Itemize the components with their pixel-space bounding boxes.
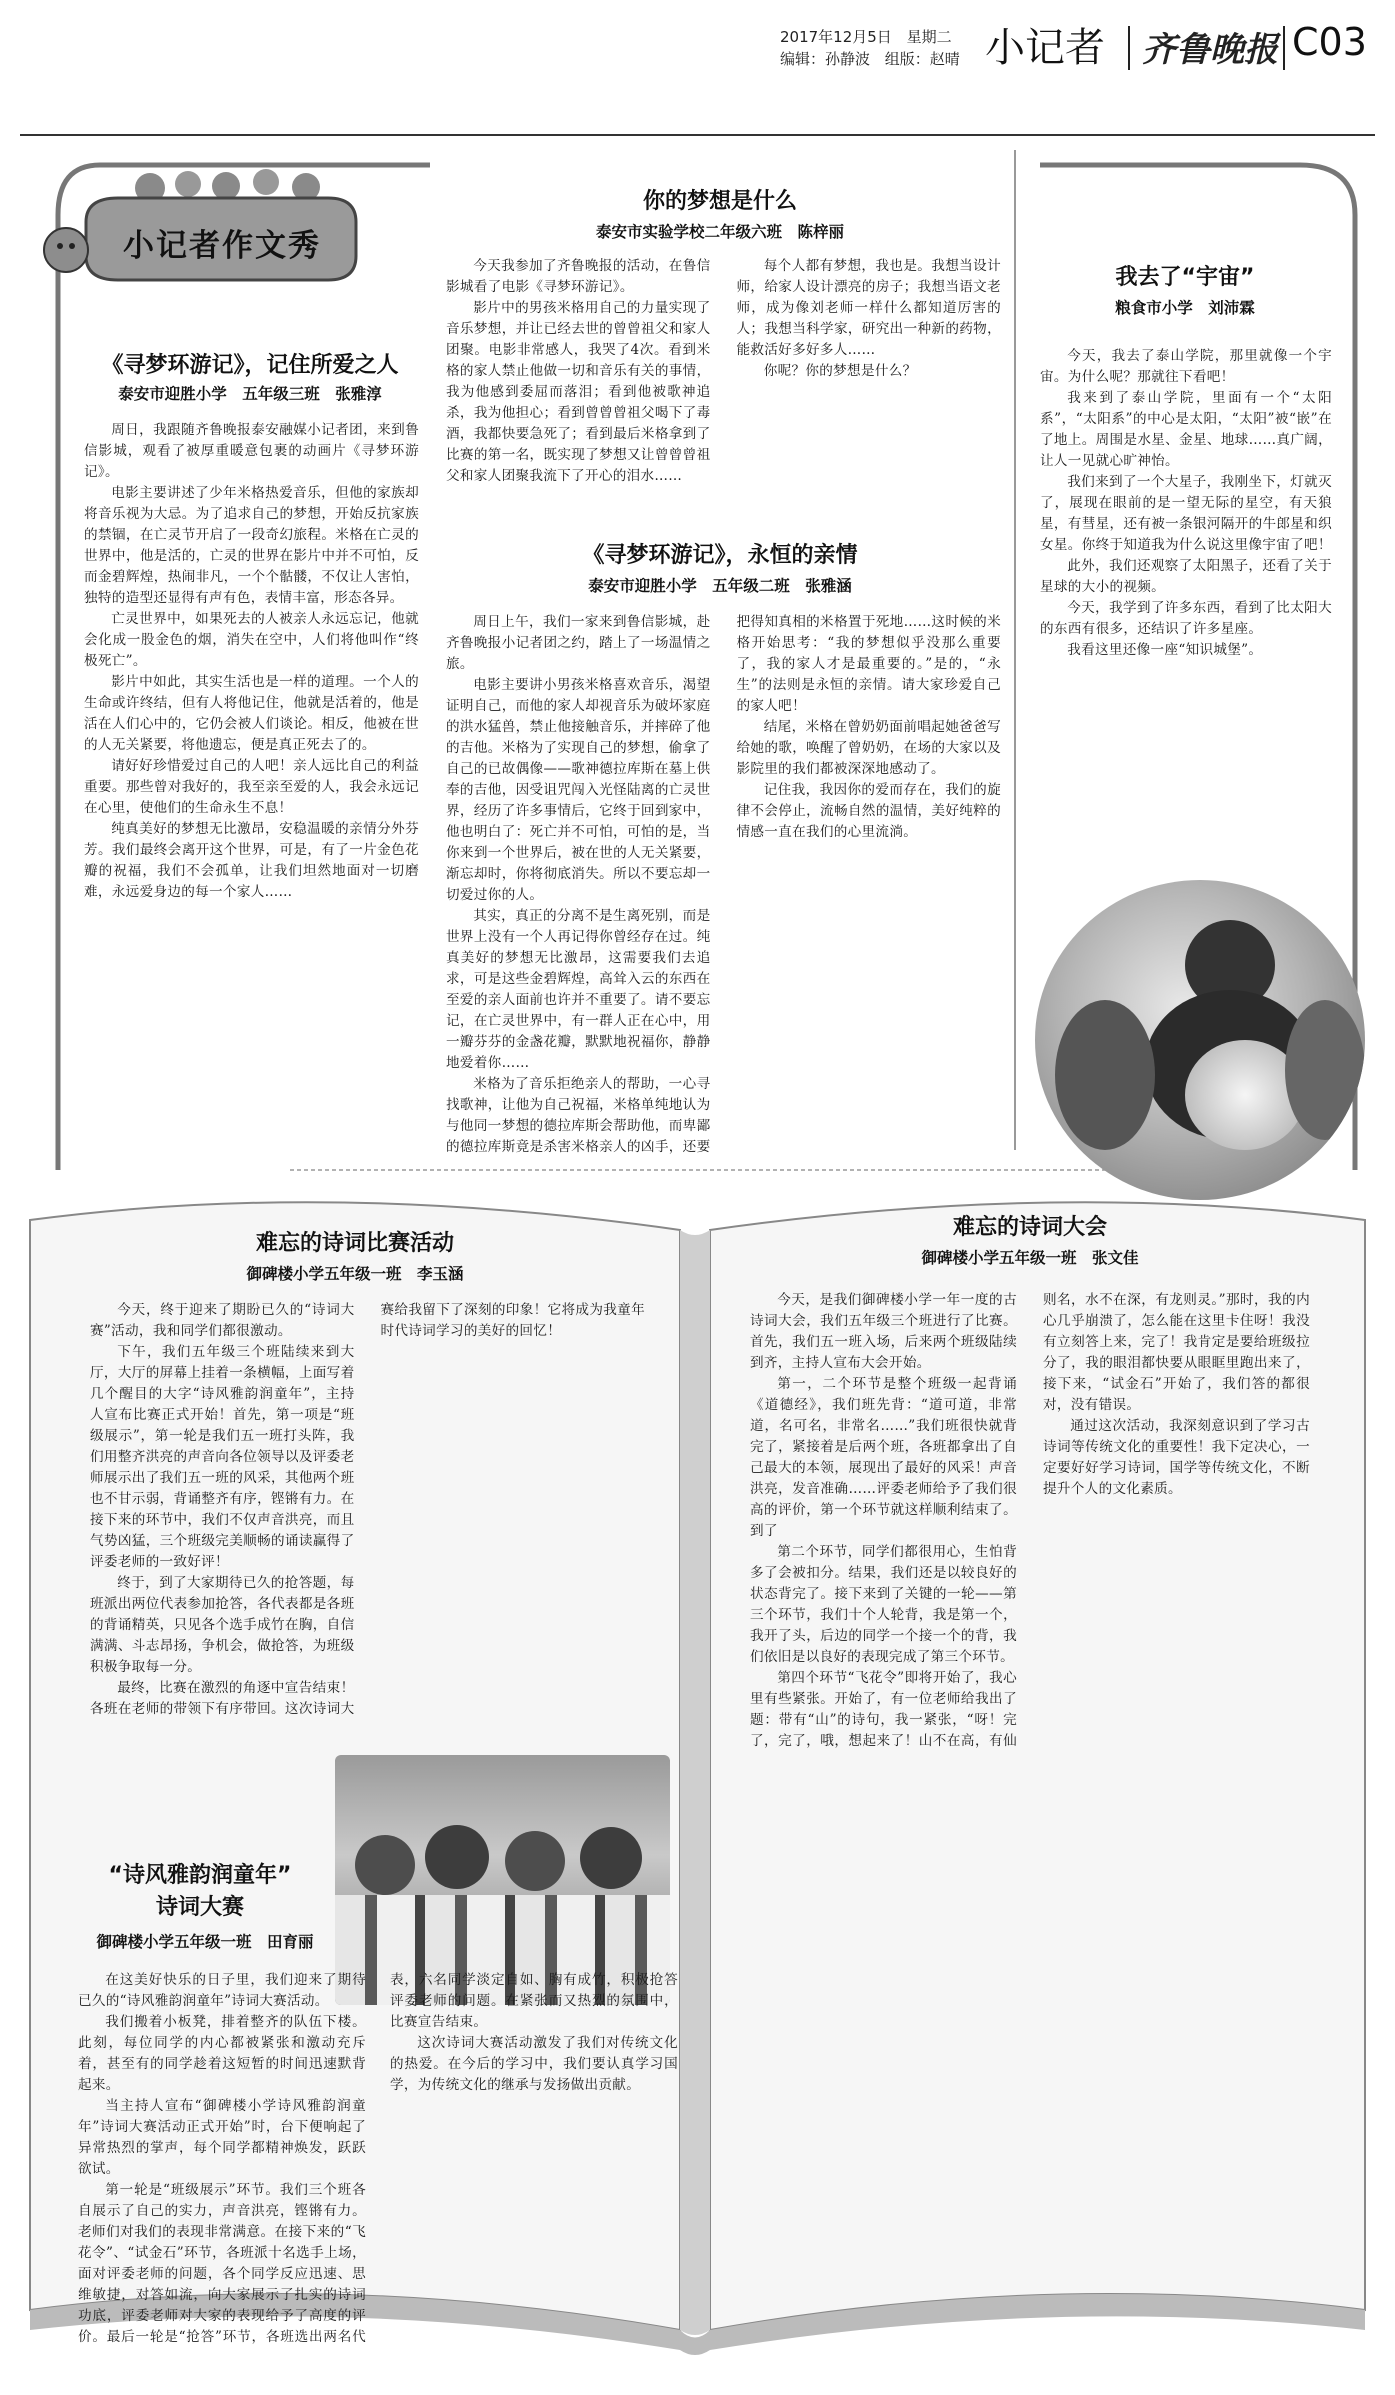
page-code: C03 [1292,20,1367,64]
photo-figure [580,1827,642,1889]
paragraph: 我来到了泰山学院，里面有一个“太阳系”，“太阳系”的中心是太阳，“太阳”被“嵌”在了地上。周围是水星、金星、地球……真广阔，让人一见就心旷神怡。 [1040,390,1332,469]
article-4-title: 我去了“宇宙” [1115,265,1255,290]
paragraph: 这次诗词大赛活动激发了我们对传统文化的热爱。在今后的学习中，我们要认真学习国学，为传统文化的继承与发扬做出贡献。 [390,2035,678,2093]
article-5-byline: 御碑楼小学五年级一班 李玉涵 [246,1265,464,1283]
paragraph: 我看这里还像一座“知识城堡”。 [1067,642,1263,658]
photo-figure [425,1825,489,1889]
paragraph: 结尾，米格在曾奶奶面前唱起她爸爸写给她的歌，唤醒了曾奶奶，在场的大家以及影院里的我们都被深深地感动了。 [736,719,1001,777]
paragraph: 此外，我们还观察了太阳黑子，还看了关于星球的大小的视频。 [1040,558,1332,595]
paragraph: 周日上午，我们一家来到鲁信影城，赴齐鲁晚报小记者团之约，踏上了一场温情之旅。 [446,614,711,672]
article-6-byline: 御碑楼小学五年级一班 张文佳 [921,1249,1139,1267]
editor-credit: 编辑：孙静波 [780,50,871,68]
column-banner [38,160,358,286]
paragraph: 其实，真正的分离不是生离死别，而是世界上没有一个人再记得你曾经存在过。纯真美好的梦想无比激昂，这需要我们去追求，可是这些金碧辉煌，高耸入云的东西在至爱的亲人面前也许并不重要了。请不要忘记，在亡灵世界中，有一群人正在心中，用一瓣芬芬的金盏花瓣，默默地祝福你，静静地爱着你…… [446,908,711,1071]
article-2-byline: 泰安市实验学校二年级六班 陈梓丽 [595,223,844,241]
paragraph: 今天，终于迎来了期盼已久的“诗词大赛”活动，我和同学们都很激动。 [90,1302,355,1339]
article-2-body [446,256,1001,514]
photo-figure [505,1831,565,1891]
article-3-byline: 泰安市迎胜小学 五年级二班 张雅涵 [588,577,852,595]
article-1-title: 《寻梦环游记》，记住所爱之人 [101,353,399,378]
paragraph: 影片中的男孩米格用自己的力量实现了音乐梦想，并让已经去世的曾曾祖父和家人团聚。电影非常感人，我哭了4次。看到米格的家人禁止他做一切和音乐有关的事情，我为他感到委屈而落泪；看到他被歌神追杀，我为他担心；看到曾曾曾祖父喝下了毒酒，我都快要急死了；看到最后米格拿到了比赛的第一名，既实现了梦想又让曾曾曾祖父和家人团聚我流下了开心的泪水…… [446,300,711,484]
paragraph: 今天我参加了齐鲁晚报的活动，在鲁信影城看了电影《寻梦环游记》。 [446,258,711,295]
paragraph: 第二个环节，同学们都很用心，生怕背多了会被扣分。结果，我们还是以较良好的状态背完了。接下来到了关键的一轮——第三个环节，我们十个人轮背，我是第一个，我开了头，后边的同学一个接一个的背，我们依旧是以良好的表现完成了第三个环节。 [750,1544,1017,1665]
article-7-title-line-1: “诗风雅韵润童年” [108,1863,292,1888]
paragraph: 今天，是我们御碑楼小学一年一度的古诗词大会，我们五年级三个班进行了比赛。首先，我们五一班入场，后来两个班级陆续到齐，主持人宣布大会开始。 [750,1292,1017,1371]
paragraph: 亡灵世界中，如果死去的人被亲人永远忘记，他就会化成一股金色的烟，消失在空中，人们将他叫作“终极死亡”。 [84,611,419,669]
paragraph: 纯真美好的梦想无比激昂，安稳温暖的亲情分外芬芳。我们最终会离开这个世界，可是，有了一片金色花瓣的祝福，我们不会孤单，让我们坦然地面对一切磨难，永远爱身边的每一个家人…… [84,821,419,900]
article-7-byline: 御碑楼小学五年级一班 田育丽 [96,1933,314,1951]
paragraph: 我们搬着小板凳，排着整齐的队伍下楼。此刻，每位同学的内心都被紧张和激动充斥着，甚至有的同学趁着这短暂的时间迅速默背起来。 [78,2014,366,2093]
article-6-title: 难忘的诗词大会 [952,1215,1107,1240]
paragraph: 周日，我跟随齐鲁晚报泰安融媒小记者团，来到鲁信影城，观看了被厚重暖意包裹的动画片《寻梦环游记》。 [84,422,419,480]
paragraph: 今天，我去了泰山学院，那里就像一个宇宙。为什么呢？那就往下看吧！ [1040,348,1332,385]
banner-title: 小记者作文秀 [123,228,321,264]
photo-figure [1055,1000,1155,1150]
article-3-body [446,612,1001,1160]
issue-weekday: 星期二 [906,28,952,46]
article-4-body [1040,346,1332,871]
paragraph: 每个人都有梦想，我也是。我想当设计师，给家人设计漂亮的房子；我想当语文老师，成为像刘老师一样什么都知道厉害的人；我想当科学家，研究出一种新的药物，能救活好多好多人…… [736,258,1001,358]
issue-date: 2017年12月5日 [780,28,892,46]
paragraph: 我们来到了一个大星子，我刚坐下，灯就灭了，展现在眼前的是一望无际的星空，有天狼星，有彗星，还有被一条银河隔开的牛郎星和织女星。你终于知道我为什么说这里像宇宙了吧！ [1040,474,1332,553]
paragraph: 当主持人宣布“御碑楼小学诗风雅韵润童年”诗词大赛活动正式开始”时，台下便响起了异常热烈的掌声，每个同学都精神焕发，跃跃欲试。 [78,2098,366,2177]
paragraph: 在这美好快乐的日子里，我们迎来了期待已久的“诗风雅韵润童年”诗词大赛活动。 [78,1972,366,2009]
article-4-byline: 粮食市小学 刘沛霖 [1115,299,1255,317]
article-1-byline: 泰安市迎胜小学 五年级三班 张雅淳 [118,385,382,403]
layout-credit: 组版：赵晴 [884,50,960,68]
section-title: 小记者 [985,25,1105,71]
article-3-title: 《寻梦环游记》，永恒的亲情 [582,543,858,568]
paragraph: 第四个环节“飞花令”即将开始了，我心里有些紧张。开始了，有一位老师给我出了题：带有“山”的诗句，我一紧张，“呀！完了，完了，哦，想起来了！山不在高，有仙则名，水不在深，有龙则灵。”那时，我的内心几乎崩溃了，怎么能在这里卡住呀！我没有立刻答上来，完了！我肯定是要给班级拉分了，我的眼泪都快要从眼眶里跑出来了，接下来，“试金石”开始了，我们答的都很对，没有错误。 [750,1292,1310,1749]
article-1-body [84,420,419,1165]
paragraph: 通过这次活动，我深刻意识到了学习古诗词等传统文化的重要性！我下定决心，一定要好好学习诗词，国学等传统文化，不断提升个人的文化素质。 [1043,1418,1310,1497]
article-7-title-line-2: 诗词大赛 [155,1895,244,1920]
planetarium-photo [1035,880,1365,1200]
paragraph: 今天，我学到了许多东西，看到了比太阳大的东西有很多，还结识了许多星座。 [1040,600,1332,637]
paper-logo: 齐鲁晚报 [1142,30,1278,70]
article-2-title: 你的梦想是什么 [642,189,797,214]
paragraph: 你呢？你的梦想是什么？ [763,363,917,379]
paragraph: 终于，到了大家期待已久的抢答题，每班派出两位代表参加抢答，各代表都是各班的背诵精英，只见各个选手成竹在胸，自信满满、斗志昂扬，争机会，做抢答，为班级积极争取每一分。 [90,1575,355,1675]
article-7-title [70,1860,330,1924]
article-7-body [78,1970,678,2365]
photo-figure [1285,1000,1365,1140]
paragraph: 第一轮是“班级展示”环节。我们三个班各自展示了自己的实力，声音洪亮，铿锵有力。老师们对我们的表现非常满意。在接下来的“飞花令”、“试金石”环节，各班派十名选手上场，面对评委老师的问题，各个同学反应迅速、思维敏捷，对答如流，向大家展示了扎实的诗词功底，评委老师对大家的表现给予了高度的评价。最后一轮是“抢答”环节，各班选出两名代表，六名同学淡定自如、胸有成竹，积极抢答评委老师的问题。在紧张而又热烈的氛围中，比赛宣告结束。 [78,1972,678,2345]
article-6-body [750,1290,1310,1770]
article-7-col-wrap [78,1970,678,2365]
paragraph: 记住我，我因你的爱而存在，我们的旋律不会停止，流畅自然的温情，美好纯粹的情感一直在我们的心里流淌。 [736,782,1001,840]
paragraph: 电影主要讲述了少年米格热爱音乐，但他的家族却将音乐视为大忌。为了追求自己的梦想，开始反抗家族的禁锢，在亡灵节开启了一段奇幻旅程。米格在亡灵的世界中，他是活的，亡灵的世界在影片中并不可怕，反而金碧辉煌，热闹非凡，一个个骷髅，不仅让人害怕，独特的造型还显得有声有色，表情丰富，形态各异。 [84,485,419,606]
article-5-body [90,1300,645,1760]
paragraph: 米格为了音乐拒绝亲人的帮助，一心寻找歌神，让他为自己祝福，米格单纯地认为与他同一梦想的德拉库斯会帮助他，而卑鄙的德拉库斯竟是杀害米格亲人的凶手，还要把得知真相的米格置于死地……这时候的米格开始思考：“我的梦想似乎没那么重要了，我的家人才是最重要的。”是的，“永生”的法则是永恒的亲情。请大家珍爱自己的家人吧！ [446,614,1001,1155]
paragraph: 电影主要讲小男孩米格喜欢音乐，渴望证明自己，而他的家人却视音乐为破坏家庭的洪水猛兽，禁止他接触音乐，并摔碎了他的吉他。米格为了实现自己的梦想，偷拿了自己的已故偶像——歌神德拉库斯在墓上供奉的吉他，因受诅咒闯入光怪陆离的亡灵世界，经历了许多事情后，它终于回到家中，他也明白了：死亡并不可怕，可怕的是，当你来到一个世界后，被在世的人无关紧要，渐忘却时，你将彻底消失。所以不要忘却一切爱过你的人。 [446,677,711,903]
paragraph: 第一，二个环节是整个班级一起背诵《道德经》，我们班先背：“道可道，非常道，名可名，非常名……”我们班很快就背完了，紧接着是后两个班，各班都拿出了自己最大的本领，展现出了最好的风采！声音洪亮，发音准确……评委老师给予了我们很高的评价，第一个环节就这样顺利结束了。到了 [750,1376,1017,1539]
article-5-title: 难忘的诗词比赛活动 [255,1231,454,1256]
paragraph: 最终，比赛在激烈的角逐中宣告结束！各班在老师的带领下有序带回。这次诗词大赛给我留下了深刻的印象！它将成为我童年时代诗词学习的美好的回忆！ [90,1302,645,1717]
paragraph: 请好好珍惜爱过自己的人吧！亲人远比自己的利益重要。那些曾对我好的，我至亲至爱的人，我会永远记在心里，使他们的生命永生不息！ [84,758,419,816]
paragraph: 影片中如此，其实生活也是一样的道理。一个人的生命或许终结，但有人将他记住，他就是活着的，他是活在人们心中的，它仍会被人们谈论。相反，他被在世的人无关紧要，将他遗忘，便是真正死去了的。 [84,674,419,753]
poetry-contest-photo [335,1755,670,2005]
paragraph: 下午，我们五年级三个班陆续来到大厅，大厅的屏幕上挂着一条横幅，上面写着几个醒目的大字“诗风雅韵润童年”，主持人宣布比赛正式开始！首先，第一项是“班级展示”，第一轮是我们五一班打头阵，我们用整齐洪亮的声音向各位领导以及评委老师展示出了我们五一班的风采，其他两个班也不甘示弱，背诵整齐有序，铿锵有力。在接下来的环节中，我们不仅声音洪亮，而且气势凶猛，三个班级完美顺畅的诵读赢得了评委老师的一致好评！ [90,1344,355,1570]
photo-figure [355,1835,415,1895]
